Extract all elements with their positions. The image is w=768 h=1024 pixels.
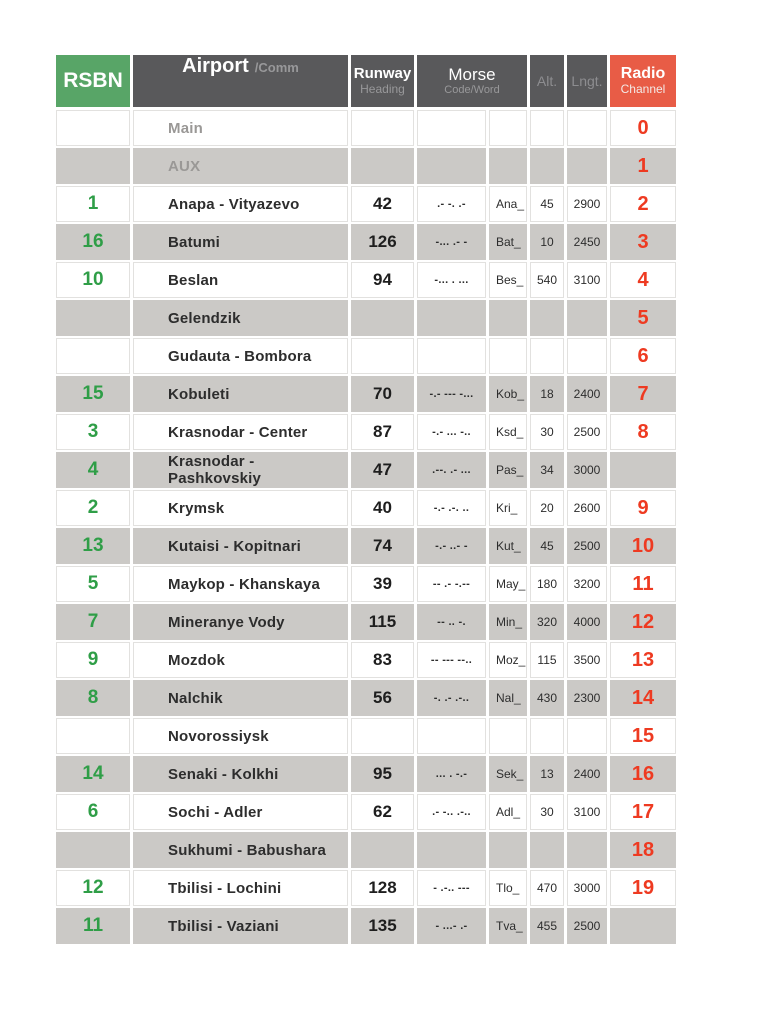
altitude-value: 455 (530, 908, 564, 944)
length-value (567, 832, 607, 868)
table-row (56, 452, 676, 488)
length-value (567, 148, 607, 184)
airport-name: Krymsk (133, 490, 348, 526)
length-value: 3000 (567, 452, 607, 488)
radio-channel-number: 13 (610, 642, 676, 678)
altitude-value: 18 (530, 376, 564, 412)
header-morse-sublabel: Code/Word (444, 84, 500, 97)
altitude-value (530, 718, 564, 754)
length-value: 2400 (567, 756, 607, 792)
runway-heading (351, 110, 414, 146)
table-row (56, 338, 676, 374)
length-value: 4000 (567, 604, 607, 640)
header-airport-label: Airport (182, 55, 249, 77)
length-value: 2600 (567, 490, 607, 526)
rsbn-number: 5 (56, 566, 130, 602)
altitude-value: 13 (530, 756, 564, 792)
morse-code (417, 832, 486, 868)
radio-channel-number: 10 (610, 528, 676, 564)
morse-word (489, 718, 527, 754)
length-value: 3000 (567, 870, 607, 906)
header-runway-label: Runway (353, 65, 412, 83)
airport-name: Kobuleti (133, 376, 348, 412)
rsbn-number: 6 (56, 794, 130, 830)
table-row (56, 414, 676, 450)
header-lngt-label: Lngt. (571, 72, 603, 89)
airport-name: Tbilisi - Vaziani (133, 908, 348, 944)
table-header-row (56, 55, 676, 107)
length-value: 2450 (567, 224, 607, 260)
rsbn-number (56, 300, 130, 336)
morse-word: Tlo_ (489, 870, 527, 906)
header-runway-sublabel: Heading (360, 81, 405, 96)
rsbn-number: 10 (56, 262, 130, 298)
runway-heading: 135 (351, 908, 414, 944)
airport-name: Maykop - Khanskaya (133, 566, 348, 602)
header-alt (530, 55, 564, 107)
table-row (56, 604, 676, 640)
morse-code: - .-.. --- (417, 870, 486, 906)
rsbn-number: 2 (56, 490, 130, 526)
radio-channel-number: 15 (610, 718, 676, 754)
morse-word (489, 110, 527, 146)
table-row (56, 756, 676, 792)
morse-word: Bes_ (489, 262, 527, 298)
length-value: 3100 (567, 794, 607, 830)
table-row (56, 110, 676, 146)
altitude-value: 115 (530, 642, 564, 678)
header-alt-label: Alt. (536, 72, 558, 89)
morse-code: -... . ... (417, 262, 486, 298)
rsbn-number (56, 148, 130, 184)
airport-name: Main (133, 110, 348, 146)
morse-word: May_ (489, 566, 527, 602)
length-value: 2300 (567, 680, 607, 716)
airport-name: Gelendzik (133, 300, 348, 336)
airport-name: Tbilisi - Lochini (133, 870, 348, 906)
radio-channel-number: 11 (610, 566, 676, 602)
runway-heading: 62 (351, 794, 414, 830)
airport-name: Gudauta - Bombora (133, 338, 348, 374)
table-row (56, 186, 676, 222)
runway-heading (351, 338, 414, 374)
table-row (56, 908, 676, 944)
radio-channel-number: 16 (610, 756, 676, 792)
morse-word: Moz_ (489, 642, 527, 678)
airport-name: Novorossiysk (133, 718, 348, 754)
altitude-value: 30 (530, 414, 564, 450)
airport-name: Sukhumi - Babushara (133, 832, 348, 868)
airport-name: AUX (133, 148, 348, 184)
altitude-value: 180 (530, 566, 564, 602)
rsbn-number: 15 (56, 376, 130, 412)
runway-heading: 83 (351, 642, 414, 678)
table-row (56, 300, 676, 336)
table-row (56, 642, 676, 678)
morse-word: Kut_ (489, 528, 527, 564)
radio-channel-number: 4 (610, 262, 676, 298)
header-morse-label: Morse (448, 64, 496, 84)
morse-word (489, 338, 527, 374)
airport-name: Mozdok (133, 642, 348, 678)
morse-code: .--. .- ... (417, 452, 486, 488)
morse-word (489, 300, 527, 336)
runway-heading: 42 (351, 186, 414, 222)
rsbn-number: 7 (56, 604, 130, 640)
morse-code (417, 110, 486, 146)
airport-name: Krasnodar - Center (133, 414, 348, 450)
table-row (56, 832, 676, 868)
table-row (56, 376, 676, 412)
length-value: 2900 (567, 186, 607, 222)
morse-word (489, 148, 527, 184)
airport-name: Beslan (133, 262, 348, 298)
radio-channel-number: 12 (610, 604, 676, 640)
runway-heading: 94 (351, 262, 414, 298)
table-row (56, 262, 676, 298)
runway-heading (351, 718, 414, 754)
morse-code: -- .- -.-- (417, 566, 486, 602)
altitude-value: 10 (530, 224, 564, 260)
morse-code: -.- .-. .. (417, 490, 486, 526)
rsbn-number: 1 (56, 186, 130, 222)
header-runway (351, 55, 414, 107)
rsbn-number: 4 (56, 452, 130, 488)
length-value: 3100 (567, 262, 607, 298)
header-lngt (567, 55, 607, 107)
length-value (567, 110, 607, 146)
airport-name: Mineranye Vody (133, 604, 348, 640)
header-rsbn-label: RSBN (63, 68, 123, 92)
runway-heading: 40 (351, 490, 414, 526)
altitude-value: 320 (530, 604, 564, 640)
radio-channel-number: 17 (610, 794, 676, 830)
altitude-value: 470 (530, 870, 564, 906)
airport-name: Nalchik (133, 680, 348, 716)
morse-word: Sek_ (489, 756, 527, 792)
radio-channel-number: 0 (610, 110, 676, 146)
length-value: 3200 (567, 566, 607, 602)
radio-channel-number (610, 452, 676, 488)
morse-code: -- .. -. (417, 604, 486, 640)
radio-channel-number: 7 (610, 376, 676, 412)
morse-code: -- --- --.. (417, 642, 486, 678)
rsbn-number: 13 (56, 528, 130, 564)
runway-heading: 74 (351, 528, 414, 564)
length-value (567, 300, 607, 336)
rsbn-number (56, 338, 130, 374)
morse-code (417, 338, 486, 374)
runway-heading: 115 (351, 604, 414, 640)
morse-code: -.- --- -... (417, 376, 486, 412)
runway-heading: 128 (351, 870, 414, 906)
radio-channel-number: 5 (610, 300, 676, 336)
length-value (567, 338, 607, 374)
table-row (56, 870, 676, 906)
morse-code: - ...- .- (417, 908, 486, 944)
morse-code (417, 148, 486, 184)
header-morse (417, 55, 527, 107)
altitude-value: 20 (530, 490, 564, 526)
radio-channel-number: 8 (610, 414, 676, 450)
rsbn-number: 12 (56, 870, 130, 906)
table-row (56, 528, 676, 564)
radio-channel-number (610, 908, 676, 944)
morse-code: -.- ... -.. (417, 414, 486, 450)
runway-heading (351, 300, 414, 336)
airport-name: Anapa - Vityazevo (133, 186, 348, 222)
morse-code: -.- ..- - (417, 528, 486, 564)
length-value: 2500 (567, 414, 607, 450)
radio-channel-number: 9 (610, 490, 676, 526)
header-radio-sublabel: Channel (620, 82, 666, 97)
altitude-value: 430 (530, 680, 564, 716)
airport-name: Krasnodar - Pashkovskiy (133, 452, 348, 488)
table-row (56, 794, 676, 830)
runway-heading: 87 (351, 414, 414, 450)
radio-channel-number: 3 (610, 224, 676, 260)
table-row (56, 680, 676, 716)
morse-word: Nal_ (489, 680, 527, 716)
morse-word: Adl_ (489, 794, 527, 830)
morse-word: Ana_ (489, 186, 527, 222)
altitude-value: 45 (530, 528, 564, 564)
altitude-value: 540 (530, 262, 564, 298)
rsbn-number (56, 110, 130, 146)
morse-word: Kri_ (489, 490, 527, 526)
rsbn-number: 14 (56, 756, 130, 792)
runway-heading (351, 832, 414, 868)
table-row (56, 148, 676, 184)
radio-channel-number: 14 (610, 680, 676, 716)
morse-code: .- -. .- (417, 186, 486, 222)
rsbn-number: 8 (56, 680, 130, 716)
table-body (56, 110, 676, 944)
altitude-value (530, 110, 564, 146)
altitude-value: 45 (530, 186, 564, 222)
table-row (56, 224, 676, 260)
runway-heading: 39 (351, 566, 414, 602)
morse-word: Bat_ (489, 224, 527, 260)
radio-channel-number: 2 (610, 186, 676, 222)
length-value: 2500 (567, 908, 607, 944)
morse-word: Kob_ (489, 376, 527, 412)
morse-code (417, 718, 486, 754)
table-row (56, 490, 676, 526)
header-airport-sublabel: /Comm (254, 60, 299, 75)
altitude-value (530, 338, 564, 374)
morse-code: -. .- .-.. (417, 680, 486, 716)
length-value: 2400 (567, 376, 607, 412)
header-rsbn (56, 55, 130, 107)
airport-name: Sochi - Adler (133, 794, 348, 830)
runway-heading: 47 (351, 452, 414, 488)
table-row (56, 566, 676, 602)
runway-heading: 126 (351, 224, 414, 260)
runway-heading: 95 (351, 756, 414, 792)
morse-word: Pas_ (489, 452, 527, 488)
header-radio-channel (610, 55, 676, 107)
morse-word (489, 832, 527, 868)
radio-channel-number: 6 (610, 338, 676, 374)
altitude-value (530, 832, 564, 868)
airport-name: Kutaisi - Kopitnari (133, 528, 348, 564)
morse-code (417, 300, 486, 336)
table-row (56, 718, 676, 754)
rsbn-number: 9 (56, 642, 130, 678)
morse-word: Ksd_ (489, 414, 527, 450)
altitude-value: 30 (530, 794, 564, 830)
morse-word: Min_ (489, 604, 527, 640)
length-value (567, 718, 607, 754)
header-airport (133, 55, 348, 107)
rsbn-channel-table (56, 55, 676, 946)
rsbn-number (56, 718, 130, 754)
rsbn-number: 3 (56, 414, 130, 450)
rsbn-number: 16 (56, 224, 130, 260)
altitude-value (530, 148, 564, 184)
airport-name: Senaki - Kolkhi (133, 756, 348, 792)
runway-heading (351, 148, 414, 184)
altitude-value: 34 (530, 452, 564, 488)
runway-heading: 56 (351, 680, 414, 716)
header-radio-label: Radio (620, 64, 666, 82)
morse-code: ... . -.- (417, 756, 486, 792)
length-value: 3500 (567, 642, 607, 678)
airport-name: Batumi (133, 224, 348, 260)
rsbn-number: 11 (56, 908, 130, 944)
length-value: 2500 (567, 528, 607, 564)
morse-code: -... .- - (417, 224, 486, 260)
altitude-value (530, 300, 564, 336)
radio-channel-number: 18 (610, 832, 676, 868)
radio-channel-number: 19 (610, 870, 676, 906)
rsbn-number (56, 832, 130, 868)
radio-channel-number: 1 (610, 148, 676, 184)
morse-code: .- -.. .-.. (417, 794, 486, 830)
runway-heading: 70 (351, 376, 414, 412)
morse-word: Tva_ (489, 908, 527, 944)
